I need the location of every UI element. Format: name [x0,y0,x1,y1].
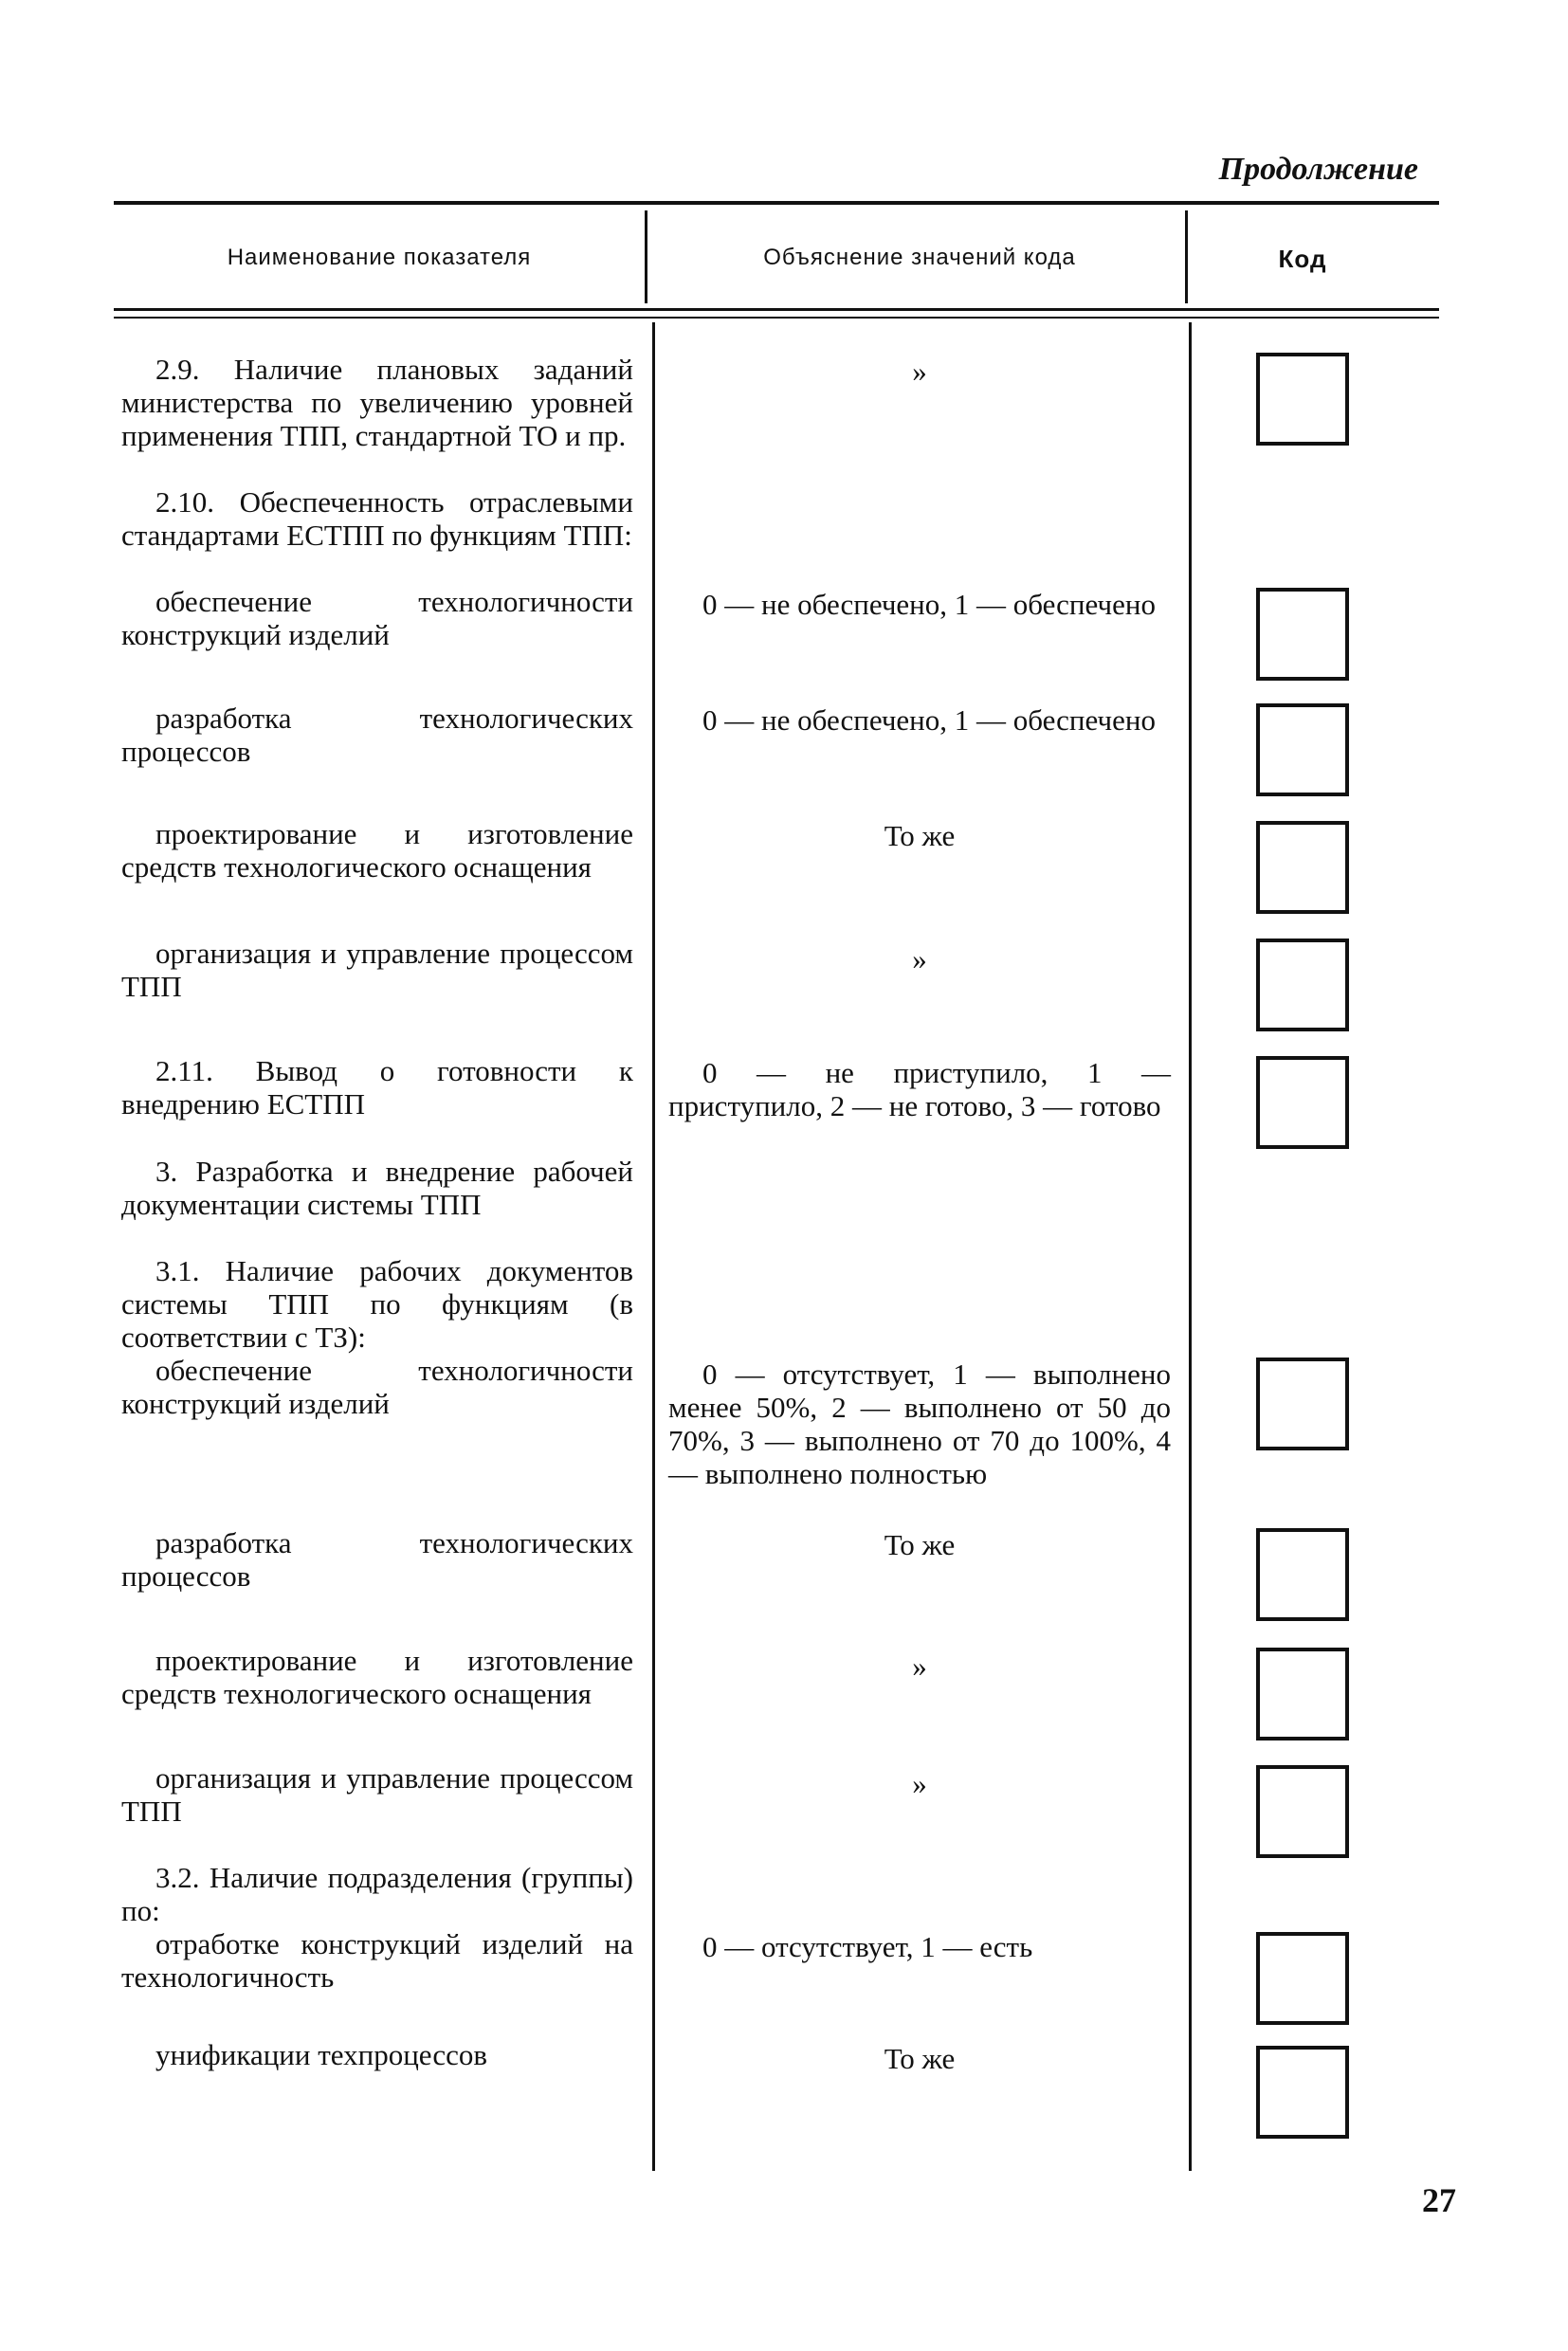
row-name: организация и управление процессом ТПП [121,1761,633,1828]
code-box[interactable] [1256,1358,1349,1450]
code-box[interactable] [1256,939,1349,1031]
code-box[interactable] [1256,353,1349,446]
row-name: 2.11. Вывод о готовности к внедрению ЕСТПП [121,1054,633,1121]
header-code: Код [1278,245,1327,273]
header-rule [114,308,1439,311]
code-box[interactable] [1256,703,1349,796]
row-explanation: 0 — отсутствует, 1 — выполнено менее 50%, 2 — выполнено от 50 до 70%, 3 — выполнено от 70 до 100%, 4 — выполнено полностью [668,1358,1171,1490]
header-name: Наименование показателя [227,245,532,270]
page-number: 27 [1422,2181,1456,2219]
row-name: обеспечение технологичности конструкций изделий [121,585,633,651]
column-divider-1 [652,322,655,2171]
row-name: 3. Разработка и внедрение рабочей документации системы ТПП [121,1155,633,1221]
row-explanation: То же [884,819,956,852]
code-box[interactable] [1256,1648,1349,1740]
row-name: унификации техпроцессов [155,2038,487,2071]
row-explanation: 0 — не обеспечено, 1 — обеспечено [702,588,1156,621]
header-explanation: Объяснение значений кода [763,245,1076,270]
row-explanation: » [912,1649,927,1683]
row-explanation: 0 — не приступило, 1 — приступило, 2 — не готово, 3 — готово [668,1056,1171,1122]
row-explanation: » [912,942,927,975]
row-name: разработка технологических процессов [121,1526,633,1593]
row-name: 2.9. Наличие плановых заданий министерства по увеличению уровней применения ТПП, стандартной ТО и пр. [121,353,633,452]
code-box[interactable] [1256,1932,1349,2025]
row-name: обеспечение технологичности конструкций изделий [121,1354,633,1420]
row-name: отработке конструкций изделий на технологичность [121,1927,633,1994]
row-name: 3.1. Наличие рабочих документов системы ТПП по функциям (в соответствии с ТЗ): [121,1254,633,1354]
row-name: 3.2. Наличие подразделения (группы) по: [121,1861,633,1927]
code-box[interactable] [1256,1056,1349,1149]
row-explanation: 0 — отсутствует, 1 — есть [702,1930,1033,1963]
row-name: разработка технологических процессов [121,702,633,768]
row-explanation: » [912,1767,927,1800]
code-box[interactable] [1256,2046,1349,2139]
header-divider-2 [1185,210,1188,303]
row-name: организация и управление процессом ТПП [121,937,633,1003]
row-name: проектирование и изготовление средств технологического оснащения [121,1644,633,1710]
header-rule-double [114,317,1439,319]
code-box[interactable] [1256,821,1349,914]
row-explanation: 0 — не обеспечено, 1 — обеспечено [702,703,1156,737]
row-name: проектирование и изготовление средств технологического оснащения [121,817,633,884]
row-explanation: » [912,355,927,388]
row-name: 2.10. Обеспеченность отраслевыми стандартами ЕСТПП по функциям ТПП: [121,485,633,552]
code-box[interactable] [1256,588,1349,681]
code-box[interactable] [1256,1528,1349,1621]
table-top-rule [114,201,1439,205]
code-box[interactable] [1256,1765,1349,1858]
row-explanation: То же [884,1528,956,1561]
row-explanation: То же [884,2042,956,2075]
column-divider-2 [1189,322,1192,2171]
header-divider-1 [645,210,647,303]
continuation-label: Продолжение [1218,152,1418,187]
